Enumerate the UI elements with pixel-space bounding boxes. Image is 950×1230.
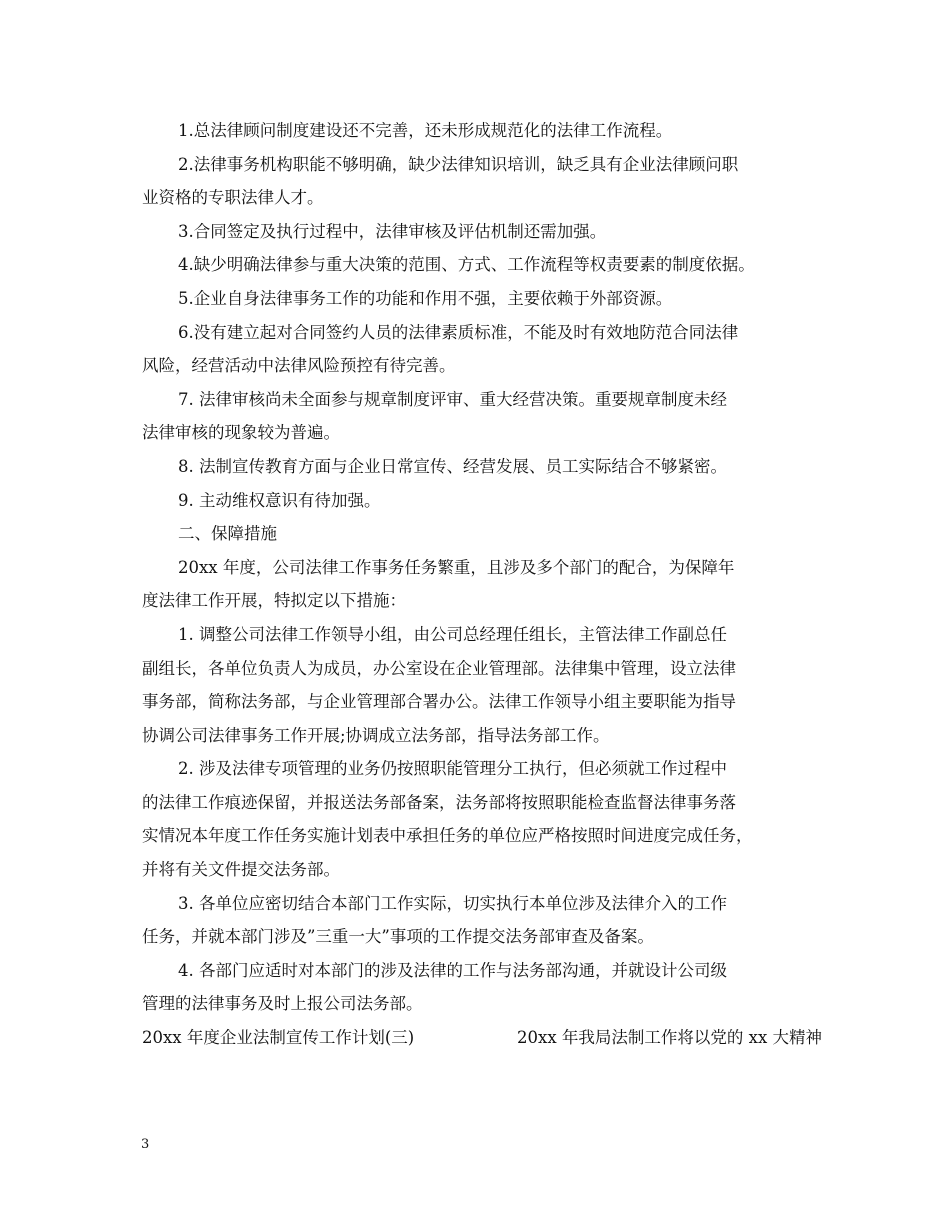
paragraph-line: 2.法律事务机构职能不够明确，缺少法律知识培训，缺乏具有企业法律顾问职 [178, 154, 739, 174]
paragraph-line: 事务部，简称法务部，与企业管理部合署办公。法律工作领导小组主要职能为指导 [142, 692, 736, 712]
paragraph-line: 实情况本年度工作任务实施计划表中承担任务的单位应严格按照时间进度完成任务， [142, 826, 753, 846]
list-item-9 [142, 484, 822, 518]
paragraph-line: 业资格的专职法律人才。 [142, 188, 324, 208]
section-heading [142, 517, 822, 551]
paragraph-line: 3.合同签定及执行过程中，法律审核及评估机制还需加强。 [178, 221, 607, 241]
paragraph-line: 2. 涉及法律专项管理的业务仍按照职能管理分工执行，但必须就工作过程中 [178, 759, 727, 779]
paragraph-line: 协调公司法律事务工作开展;协调成立法务部，指导法务部工作。 [142, 725, 610, 745]
paragraph-line: 1.总法律顾问制度建设还不完善，还未形成规范化的法律工作流程。 [178, 121, 673, 140]
paragraph-line: 6.没有建立起对合同签约人员的法律素质标准，不能及时有效地防范合同法律 [178, 322, 739, 342]
paragraph-line: 9. 主动维权意识有待加强。 [178, 490, 381, 510]
list-item-6 [142, 316, 822, 383]
paragraph-line: 4. 各部门应适时对本部门的涉及法律的工作与法务部沟通，并就设计公司级 [178, 960, 727, 980]
next-section-start: 20xx 年我局法制工作将以党的 xx 大精神 [517, 1028, 822, 1048]
paragraph-line: 5.企业自身法律事务工作的功能和作用不强，主要依赖于外部资源。 [178, 288, 673, 308]
measure-item-2 [142, 752, 822, 886]
paragraph-line: 的法律工作痕迹保留，并报送法务部备案，法务部将按照职能检查监督法律事务落 [142, 792, 736, 812]
paragraph-line: 3. 各单位应密切结合本部门工作实际，切实执行本单位涉及法律介入的工作 [178, 893, 727, 913]
paragraph-line: 法律审核的现象较为普遍。 [142, 423, 340, 443]
paragraph-line: 8. 法制宣传教育方面与企业日常宣传、经营发展、员工实际结合不够紧密。 [178, 456, 727, 476]
list-item-4 [142, 248, 822, 282]
list-item-8 [142, 450, 822, 484]
page-number: 3 [141, 1137, 150, 1152]
paragraph-line: 4.缺少明确法律参与重大决策的范围、方式、工作流程等权责要素的制度依据。 [178, 255, 755, 275]
paragraph-line: 风险，经营活动中法律风险预控有待完善。 [142, 356, 456, 376]
paragraph-line: 20xx 年度，公司法律工作事务任务繁重，且涉及多个部门的配合，为保障年 [178, 557, 735, 577]
paragraph-line: 副组长，各单位负责人为成员，办公室设在企业管理部。法律集中管理，设立法律 [142, 658, 736, 678]
list-item-7 [142, 383, 822, 450]
measure-item-4 [142, 954, 822, 1021]
next-section-title: 20xx 年度企业法制宣传工作计划(三) [142, 1028, 415, 1048]
document-body [142, 114, 822, 1055]
list-item-3 [142, 215, 822, 249]
list-item-1 [142, 114, 822, 148]
list-item-2 [142, 148, 822, 215]
next-section-line [142, 1021, 822, 1055]
paragraph-line: 7. 法律审核尚未全面参与规章制度评审、重大经营决策。重要规章制度未经 [178, 389, 727, 409]
section-heading-text: 二、保障措施 [178, 524, 277, 544]
paragraph-line: 任务，并就本部门涉及”三重一大”事项的工作提交法务部审查及备案。 [142, 927, 654, 947]
list-item-5 [142, 282, 822, 316]
paragraph-line: 度法律工作开展，特拟定以下措施： [142, 591, 406, 611]
paragraph-line: 并将有关文件提交法务部。 [142, 860, 340, 880]
paragraph-line: 管理的法律事务及时上报公司法务部。 [142, 994, 423, 1014]
intro-paragraph [142, 551, 822, 618]
measure-item-3 [142, 887, 822, 954]
paragraph-line: 1. 调整公司法律工作领导小组，由公司总经理任组长，主管法律工作副总任 [178, 624, 727, 644]
measure-item-1 [142, 618, 822, 752]
